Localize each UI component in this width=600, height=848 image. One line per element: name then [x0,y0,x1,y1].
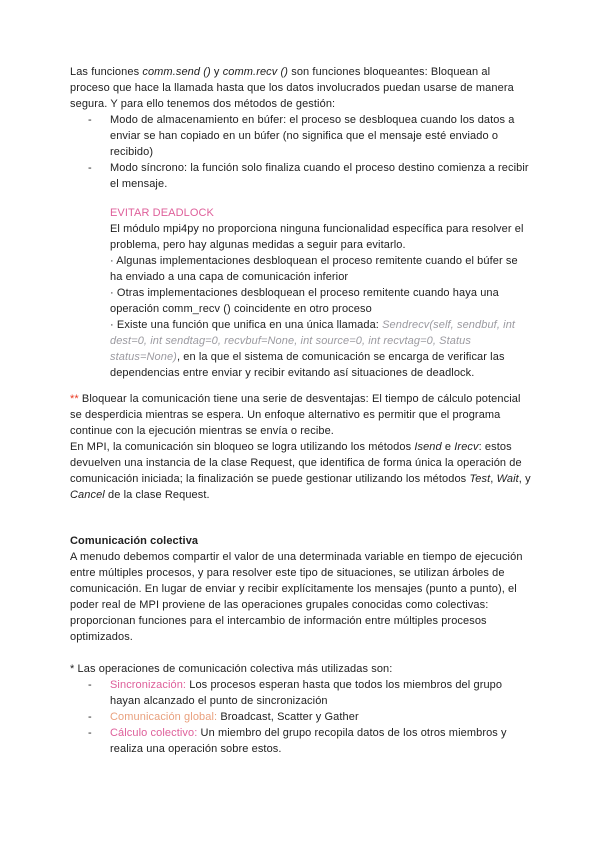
paragraph-deadlock-intro [110,221,532,253]
text-segment: de la clase Request. [104,489,210,501]
text-segment: Bloquear la comunicación tiene una serie de desventajas: El tiempo de cálculo potencial se desperdicia mientras se espera. Un enfoque alternativo es permitir que el programa continue con la ejecución mientras se envía o recibe. [70,393,521,437]
paragraph-blocking-functions [70,64,532,112]
text-segment: Las funciones [70,66,143,78]
paragraph-deadlock-measure-2 [110,285,532,317]
text-segment: y [210,66,223,78]
paragraph-deadlock-measure-1 [110,253,532,285]
section-nonblocking [70,391,532,503]
text-segment: Irecv [454,441,479,453]
list-collective-operations [70,677,532,757]
list-item-sincronizacion [70,677,532,709]
text-segment: Modo de almacenamiento en búfer: el proceso se desbloquea cuando los datos a enviar se han copiado en un búfer (no significa que el mensaje esté enviado o recibido) [110,114,515,158]
text-segment: Test [469,473,491,485]
paragraph-collective-intro [70,549,532,645]
section-evitar-deadlock [70,205,532,381]
text-segment: Modo síncrono: la función solo finaliza cuando el proceso destino comienza a recibir el mensaje. [110,162,529,190]
text-segment: · Existe una función que unifica en una única llamada: [110,319,383,331]
text-segment: Isend [414,441,442,453]
paragraph-operations-intro: * Las operaciones de comunicación colectiva más utilizadas son: [70,663,393,675]
text-segment: · Otras implementaciones desbloquean el proceso remitente cuando haya una operación comm_recv () coincidente en otro proceso [110,287,499,315]
heading-comunicacion-colectiva: Comunicación colectiva [70,535,199,547]
text-segment: son funciones bloqueantes: Bloquean al proceso que hace la llamada hasta que los datos involucrados puedan usarse de manera segura. Y para ello tenemos dos métodos de gestión: [70,66,514,110]
text-segment: ** [70,393,79,405]
paragraph-blocking-drawbacks [70,391,532,439]
text-segment: Cálculo colectivo: [110,727,198,739]
text-segment: comm.recv () [222,66,289,78]
text-segment: Comunicación global: [110,711,218,723]
text-segment: A menudo debemos compartir el valor de una determinada variable en tiempo de ejecución entre múltiples procesos, y para resolver este tipo de situaciones, se utilizan árboles de comunicación. En lugar de enviar y recibir explícitamente los mensajes (punto a punto), el poder real de MPI proviene de las operaciones grupales conocidas como colectivas: proporcionan funciones para el intercambio de información entre múltiples procesos optimizados. [70,551,523,643]
section-collective-communication [70,533,532,757]
list-item-calculo-colectivo [70,725,532,757]
text-segment: , y [518,473,531,485]
text-segment: Sendrecv(self, sendbuf, int dest=0, int sendtag=0, recvbuf=None, int source=0, int recvtag=0, Status status=None) [110,319,516,363]
text-segment: , en la que el sistema de comunicación se encarga de verificar las dependencias entre enviar y recibir evitando así situaciones de deadlock. [110,351,505,379]
text-segment: Los procesos esperan hasta que todos los miembros del grupo hayan alcanzado el punto de sincronización [110,679,503,707]
text-segment: Cancel [70,489,105,501]
text-segment: En MPI, la comunicación sin bloqueo se logra utilizando los métodos [70,441,415,453]
heading-evitar-deadlock: EVITAR DEADLOCK [110,207,214,219]
text-segment: : estos devuelven una instancia de la clase Request, que identifica de forma única la operación de comunicación iniciada; la finalización se puede gestionar utilizando los métodos [70,441,522,485]
text-segment: comm.send () [142,66,211,78]
list-item-sync-mode [70,160,532,192]
paragraph-deadlock-sendrecv [110,317,532,381]
text-segment: Un miembro del grupo recopila datos de los otros miembros y realiza una operación sobre estos. [110,727,507,755]
list-management-modes [70,112,532,192]
list-item-comunicacion-global [70,709,532,725]
text-segment: Broadcast, Scatter y Gather [217,711,359,723]
text-segment: Sincronización: [110,679,187,691]
text-segment: Wait [496,473,519,485]
text-segment: , [490,473,497,485]
text-segment: · Algunas implementaciones desbloquean el proceso remitente cuando el búfer se ha enviado a una capa de comunicación inferior [110,255,518,283]
text-segment: El módulo mpi4py no proporciona ninguna funcionalidad específica para resolver el problema, pero hay algunas medidas a seguir para evitarlo. [110,223,524,251]
paragraph-isend-irecv [70,439,532,503]
list-item-buffer-mode [70,112,532,160]
text-segment: e [441,441,455,453]
